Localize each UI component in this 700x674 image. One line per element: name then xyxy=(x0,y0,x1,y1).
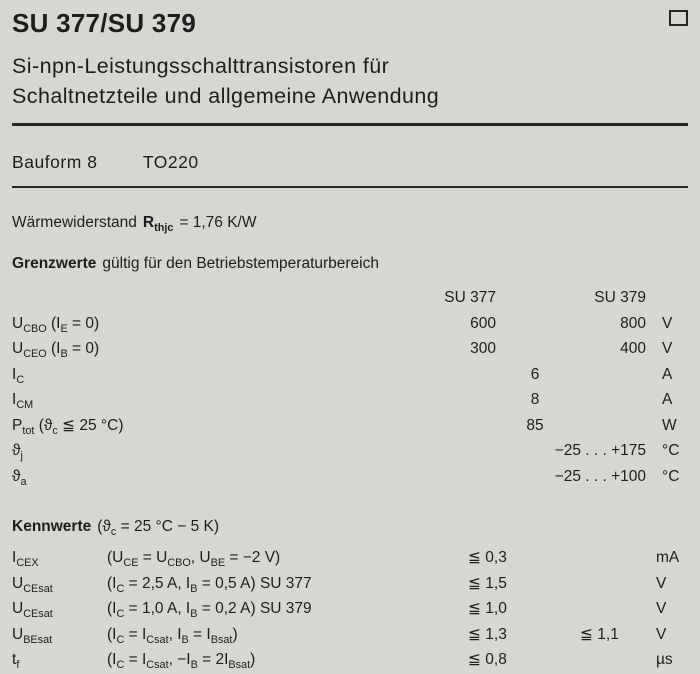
divider-thin xyxy=(12,186,688,188)
symbol-cell: $U_{CEsat}$ xyxy=(12,574,53,595)
unit-cell: µs xyxy=(656,651,673,668)
symbol-cell: $U_{CEsat}$ xyxy=(12,600,53,621)
limit-cell: ≦ 1,3 xyxy=(468,625,507,643)
unit-cell: W xyxy=(662,416,677,434)
unit-cell: V xyxy=(656,600,667,617)
param-cell: $I_{CM}$ xyxy=(12,391,34,412)
thermal-resistance-line xyxy=(12,214,688,235)
thermal-prefix: Wärmewiderstand xyxy=(12,214,137,231)
grenzwerte-heading xyxy=(12,255,688,273)
value-su379: 800 xyxy=(620,314,646,332)
unit-cell: °C xyxy=(662,467,680,485)
unit-cell: A xyxy=(662,365,673,383)
symbol-cell: $U_{BEsat}$ xyxy=(12,625,53,646)
value-cell: −25 . . . +175 xyxy=(554,442,646,459)
condition-cell: ($I_C = 1,0$ A, $I_B = 0,2$ A) SU 379 xyxy=(107,600,312,621)
corner-square-icon xyxy=(669,10,688,26)
symbol-cell: $I_{CEX}$ xyxy=(12,549,39,570)
unit-cell: °C xyxy=(662,442,680,459)
kennwerte-table xyxy=(12,545,688,673)
table-row-ubesat xyxy=(12,622,688,648)
column-header-su377: SU 377 xyxy=(444,289,496,306)
value-su379: 400 xyxy=(620,340,646,357)
limit-cell: ≦ 1,5 xyxy=(468,574,507,592)
table-row-theta-j xyxy=(12,438,688,464)
thermal-symbol: $R_{thjc}$ xyxy=(142,214,174,235)
subtitle-line-2: Schaltnetzteile und allgemeine Anwendung xyxy=(12,84,440,108)
limit-cell: ≦ 1,0 xyxy=(468,600,507,617)
bauform-package: TO220 xyxy=(142,152,199,172)
table-row-icm xyxy=(12,387,688,413)
kennwerte-heading-bold: Kennwerte xyxy=(12,518,92,535)
unit-cell: mA xyxy=(656,549,680,566)
table-row-ucbo xyxy=(12,311,688,337)
param-cell: $ϑ_a$ xyxy=(12,467,27,488)
table-row-ucesat-379 xyxy=(12,596,688,622)
param-cell: $I_C$ xyxy=(12,365,25,386)
value-cell: 85 xyxy=(526,416,544,434)
table-row-ucesat-377 xyxy=(12,571,688,597)
value-cell: 8 xyxy=(530,391,540,408)
grenzwerte-section xyxy=(12,255,688,489)
param-cell: $U_{CEO}$ $(I_B = 0)$ xyxy=(12,340,100,361)
table-row-ptot xyxy=(12,413,688,439)
page-title: SU 377/SU 379 xyxy=(12,8,197,38)
header xyxy=(12,8,688,39)
value-cell: −25 . . . +100 xyxy=(554,467,646,485)
grenzwerte-heading-rest: gültig für den Betriebstemperaturbereich xyxy=(102,255,379,272)
table-row-theta-a xyxy=(12,464,688,490)
thermal-value: = 1,76 K/W xyxy=(179,214,257,231)
divider-thick xyxy=(12,123,688,126)
unit-cell: A xyxy=(662,391,673,408)
unit-cell: V xyxy=(656,574,667,592)
param-cell: $ϑ_j$ xyxy=(12,442,23,463)
table-header-row xyxy=(12,285,688,311)
table-row-tf xyxy=(12,647,688,673)
unit-cell: V xyxy=(662,340,673,357)
condition-cell: ($I_C = 2,5$ A, $I_B = 0,5$ A) SU 377 xyxy=(107,574,312,595)
table-row-uceo xyxy=(12,336,688,362)
param-cell: $P_{tot}$ ($ϑ_c$ ≦ 25 °C) xyxy=(12,416,124,437)
subtitle-line-1: Si-npn-Leistungsschalttransistoren für xyxy=(12,54,390,78)
symbol-cell: $t_f$ xyxy=(12,651,20,672)
condition-cell: ($I_C = I_{Csat}$, $-I_B = 2I_{Bsat}$) xyxy=(107,651,256,672)
kennwerte-heading xyxy=(12,518,688,539)
kennwerte-heading-rest: ($ϑ_c = 25$ °C − 5 K) xyxy=(97,518,220,539)
limit-cell: ≦ 0,3 xyxy=(468,549,507,566)
limit-cell-2: ≦ 1,1 xyxy=(580,625,619,643)
condition-cell: ($U_{CE} = U_{CBO}$, $U_{BE} = -2$ V) xyxy=(107,549,281,570)
bauform-line xyxy=(12,152,688,173)
bauform-label: Bauform 8 xyxy=(12,152,98,172)
value-su377: 300 xyxy=(470,340,496,357)
grenzwerte-heading-bold: Grenzwerte xyxy=(12,255,97,272)
page-subtitle xyxy=(12,51,688,111)
table-row-icex xyxy=(12,545,688,571)
column-header-su379: SU 379 xyxy=(594,289,646,306)
unit-cell: V xyxy=(656,625,667,643)
value-cell: 6 xyxy=(530,365,540,383)
value-su377: 600 xyxy=(470,314,496,332)
unit-cell: V xyxy=(662,314,673,332)
kennwerte-section xyxy=(12,518,688,673)
table-row-ic xyxy=(12,362,688,388)
limit-cell: ≦ 0,8 xyxy=(468,651,507,668)
param-cell: $U_{CBO}$ $(I_E = 0)$ xyxy=(12,314,100,335)
condition-cell: ($I_C = I_{Csat}$, $I_B = I_{Bsat}$) xyxy=(107,625,238,646)
